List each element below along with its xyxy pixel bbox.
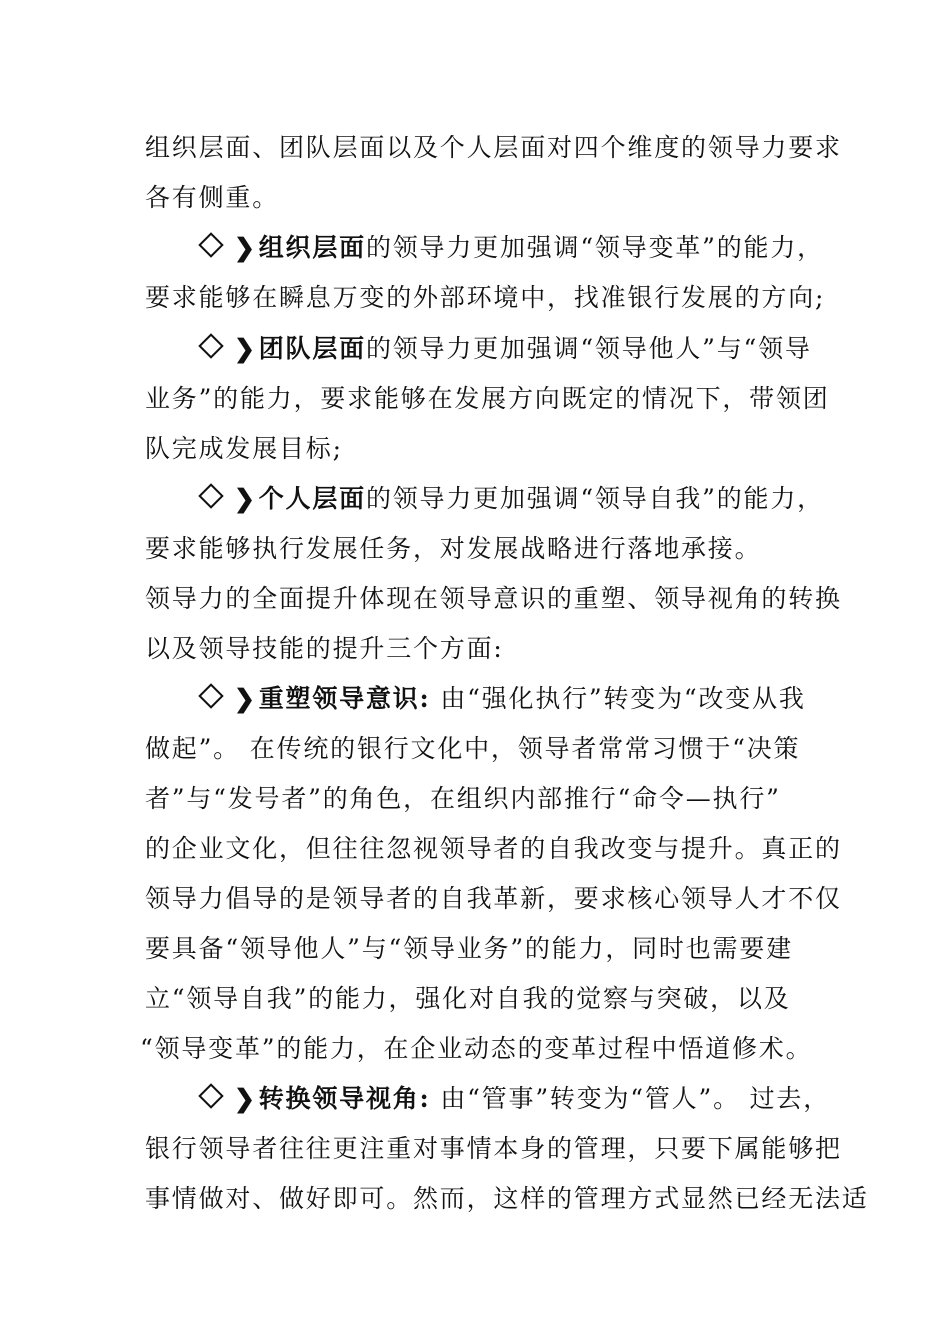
bullet-heading: 转换领导视角:	[258, 1084, 431, 1113]
bullet-text: 的领导力更加强调“领导变革”的能力，	[365, 233, 824, 262]
paragraph-line: 要具备“领导他人”与“领导业务”的能力，同时也需要建	[145, 934, 793, 963]
bullet-item	[196, 231, 826, 265]
bullet-item	[196, 482, 826, 516]
paragraph-line: 各有侧重。	[145, 183, 280, 212]
bullet-item	[196, 1082, 831, 1116]
bullet-text: 由“强化执行”转变为“改变从我	[430, 684, 806, 713]
diamond-bullet-icon	[198, 232, 223, 257]
paragraph-line: 业务”的能力，要求能够在发展方向既定的情况下，带领团	[145, 384, 830, 413]
bullet-marker: ❯	[234, 1084, 257, 1113]
paragraph-line: 组织层面、团队层面以及个人层面对四个维度的领导力要求	[145, 133, 842, 162]
bullet-text: 由“管事”转变为“管人”。 过去，	[430, 1084, 831, 1113]
paragraph-line: 队完成发展目标;	[145, 434, 343, 463]
bullet-text: 的领导力更加强调“领导他人”与“领导	[365, 334, 812, 363]
bullet-item	[196, 332, 826, 366]
bullet-text: 的领导力更加强调“领导自我”的能力，	[365, 484, 824, 513]
paragraph-line: 领导力的全面提升体现在领导意识的重塑、领导视角的转换	[145, 584, 842, 613]
diamond-bullet-icon	[198, 483, 223, 508]
paragraph-line: 者”与“发号者”的角色，在组织内部推行“命令—执行”	[145, 784, 781, 813]
bullet-heading: 重塑领导意识:	[258, 684, 431, 713]
paragraph-line: 立“领导自我”的能力，强化对自我的觉察与突破，以及	[145, 984, 791, 1013]
diamond-bullet-icon	[198, 683, 223, 708]
bullet-marker: ❯	[234, 684, 257, 713]
paragraph-line: “领导变革”的能力，在企业动态的变革过程中悟道修术。	[140, 1034, 813, 1063]
bullet-marker: ❯	[234, 233, 257, 262]
diamond-bullet-icon	[198, 333, 223, 358]
bullet-marker: ❯	[234, 334, 257, 363]
bullet-marker: ❯	[234, 484, 257, 513]
paragraph-line: 事情做对、做好即可。然而，这样的管理方式显然已经无法适	[145, 1184, 869, 1213]
paragraph-line: 领导力倡导的是领导者的自我革新，要求核心领导人才不仅	[145, 884, 842, 913]
paragraph-line: 以及领导技能的提升三个方面:	[145, 634, 504, 663]
paragraph-line: 银行领导者往往更注重对事情本身的管理，只要下属能够把	[145, 1134, 842, 1163]
bullet-heading: 组织层面	[258, 233, 366, 262]
paragraph-line: 要求能够执行发展任务，对发展战略进行落地承接。	[145, 534, 762, 563]
bullet-heading: 团队层面	[258, 334, 366, 363]
paragraph-line: 做起”。 在传统的银行文化中，领导者常常习惯于“决策	[145, 734, 801, 763]
diamond-bullet-icon	[198, 1083, 223, 1108]
paragraph-line: 要求能够在瞬息万变的外部环境中，找准银行发展的方向;	[145, 283, 826, 312]
bullet-heading: 个人层面	[258, 484, 366, 513]
paragraph-line: 的企业文化，但往往忽视领导者的自我改变与提升。真正的	[145, 834, 842, 863]
bullet-item	[196, 682, 826, 716]
